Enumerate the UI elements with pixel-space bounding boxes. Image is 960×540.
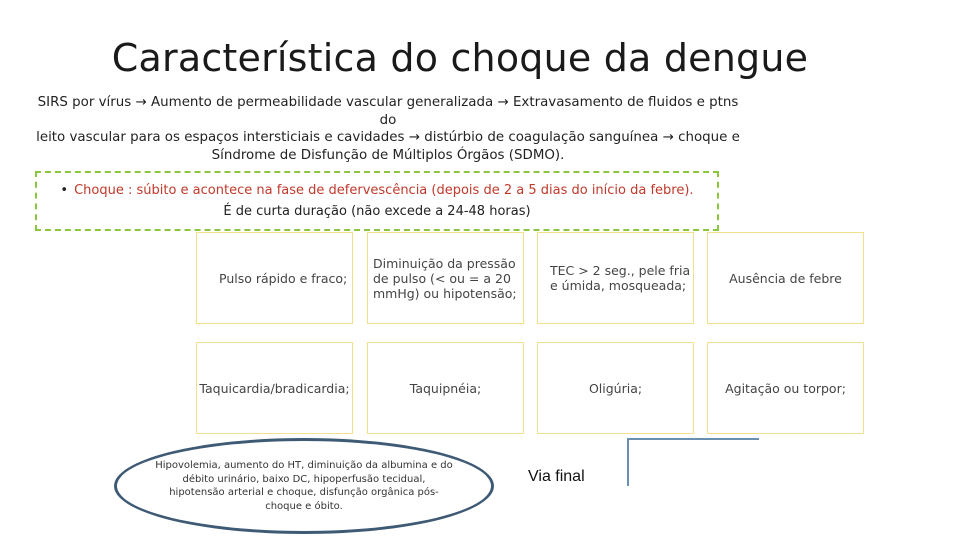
arrow-right-icon: →	[497, 95, 509, 110]
intro-line-1	[28, 94, 748, 129]
intro-text: Aumento de permeabilidade vascular generalizada	[151, 95, 494, 110]
callout-text: Choque : súbito e acontece na fase de defervescência (depois de 2 a 5 dias do início da febre).	[74, 183, 694, 198]
intro-paragraph	[28, 94, 748, 164]
outcome-ellipse	[114, 438, 494, 534]
intro-text: SIRS por vírus	[37, 95, 132, 110]
intro-text: leito vascular para os espaços intersticiais e cavidades	[36, 130, 405, 145]
grid-cell: Diminuição da pressão de pulso (< ou = a 20 mmHg) ou hipotensão;	[367, 232, 524, 324]
callout-line-1	[37, 183, 717, 198]
grid-cell: Oligúria;	[537, 342, 694, 434]
arrow-right-icon: →	[135, 95, 147, 110]
grid-cell: Ausência de febre	[707, 232, 864, 324]
intro-text: distúrbio de coagulação sanguínea	[424, 130, 659, 145]
ellipse-text: Hipovolemia, aumento do HT, diminuição da albumina e do débito urinário, baixo DC, hipoperfusão tecidual, hipotensão arterial e choque, disfunção orgânica pós-choque e óbito.	[155, 460, 453, 512]
arrow-right-icon: →	[662, 130, 674, 145]
bracket-connector	[627, 438, 759, 486]
signs-grid	[196, 232, 864, 434]
grid-cell: TEC > 2 seg., pele fria e úmida, mosqueada;	[537, 232, 694, 324]
intro-text: choque e	[678, 130, 740, 145]
arrow-right-icon: →	[408, 130, 420, 145]
grid-cell: Pulso rápido e fraco;	[196, 232, 353, 324]
grid-cell: Taquipnéia;	[367, 342, 524, 434]
intro-line-3: Síndrome de Disfunção de Múltiplos Órgãos (SDMO).	[211, 147, 565, 163]
grid-cell: Taquicardia/bradicardia;	[196, 342, 353, 434]
final-pathway-label: Via final	[528, 468, 585, 485]
shock-callout-box	[35, 171, 719, 231]
bullet-icon: •	[60, 183, 69, 198]
intro-line-2	[28, 129, 748, 147]
grid-cell: Agitação ou torpor;	[707, 342, 864, 434]
callout-line-2: É de curta duração (não excede a 24-48 horas)	[223, 204, 531, 219]
slide-title: Característica do choque da dengue	[111, 36, 809, 80]
intro-text: Extravasamento de fluidos e ptns do	[379, 95, 739, 128]
